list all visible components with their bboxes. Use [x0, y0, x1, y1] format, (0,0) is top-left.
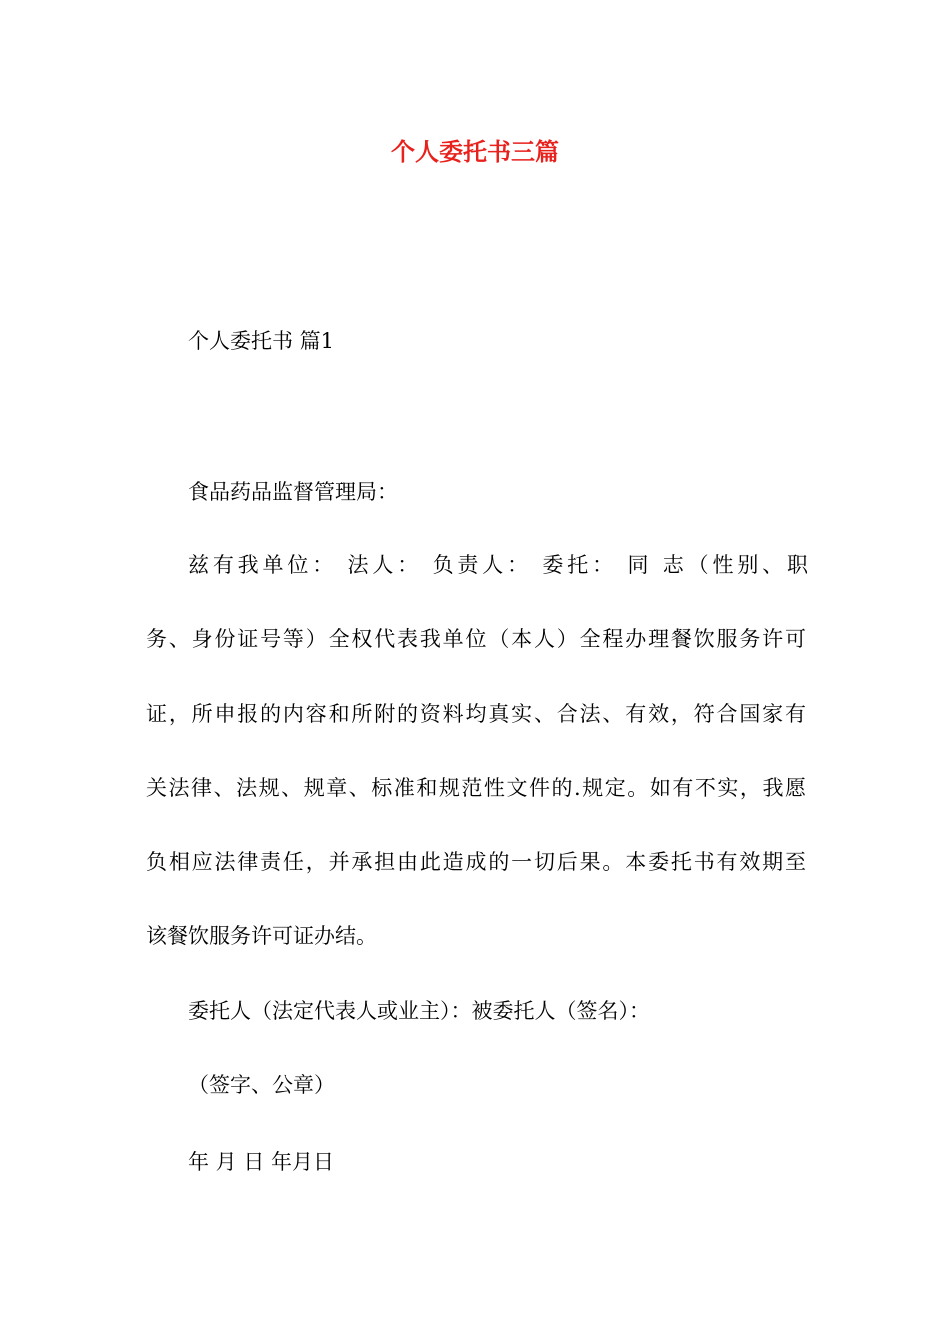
seal-line: （签字、公章） [188, 1073, 335, 1097]
body-line-6: 该餐饮服务许可证办结。 [146, 924, 377, 948]
body-line-4: 关法律、法规、规章、标准和规范性文件的.规定。如有不实，我愿 [146, 776, 806, 800]
body-line-3: 证，所申报的内容和所附的资料均真实、合法、有效，符合国家有 [146, 702, 806, 726]
date-line: 年 月 日 年月日 [188, 1150, 335, 1174]
document-title: 个人委托书三篇 [391, 138, 559, 166]
body-line-2: 务、身份证号等）全权代表我单位（本人）全程办理餐饮服务许可 [146, 627, 806, 651]
signature-line: 委托人（法定代表人或业主）：被委托人（签名）： [188, 999, 650, 1023]
section-heading: 个人委托书 篇1 [188, 329, 335, 353]
body-line-1: 兹有我单位： 法人： 负责人： 委托： 同 志（性别、职 [188, 553, 808, 577]
addressee-line: 食品药品监督管理局： [188, 480, 398, 504]
body-line-5: 负相应法律责任，并承担由此造成的一切后果。本委托书有效期至 [146, 850, 806, 874]
